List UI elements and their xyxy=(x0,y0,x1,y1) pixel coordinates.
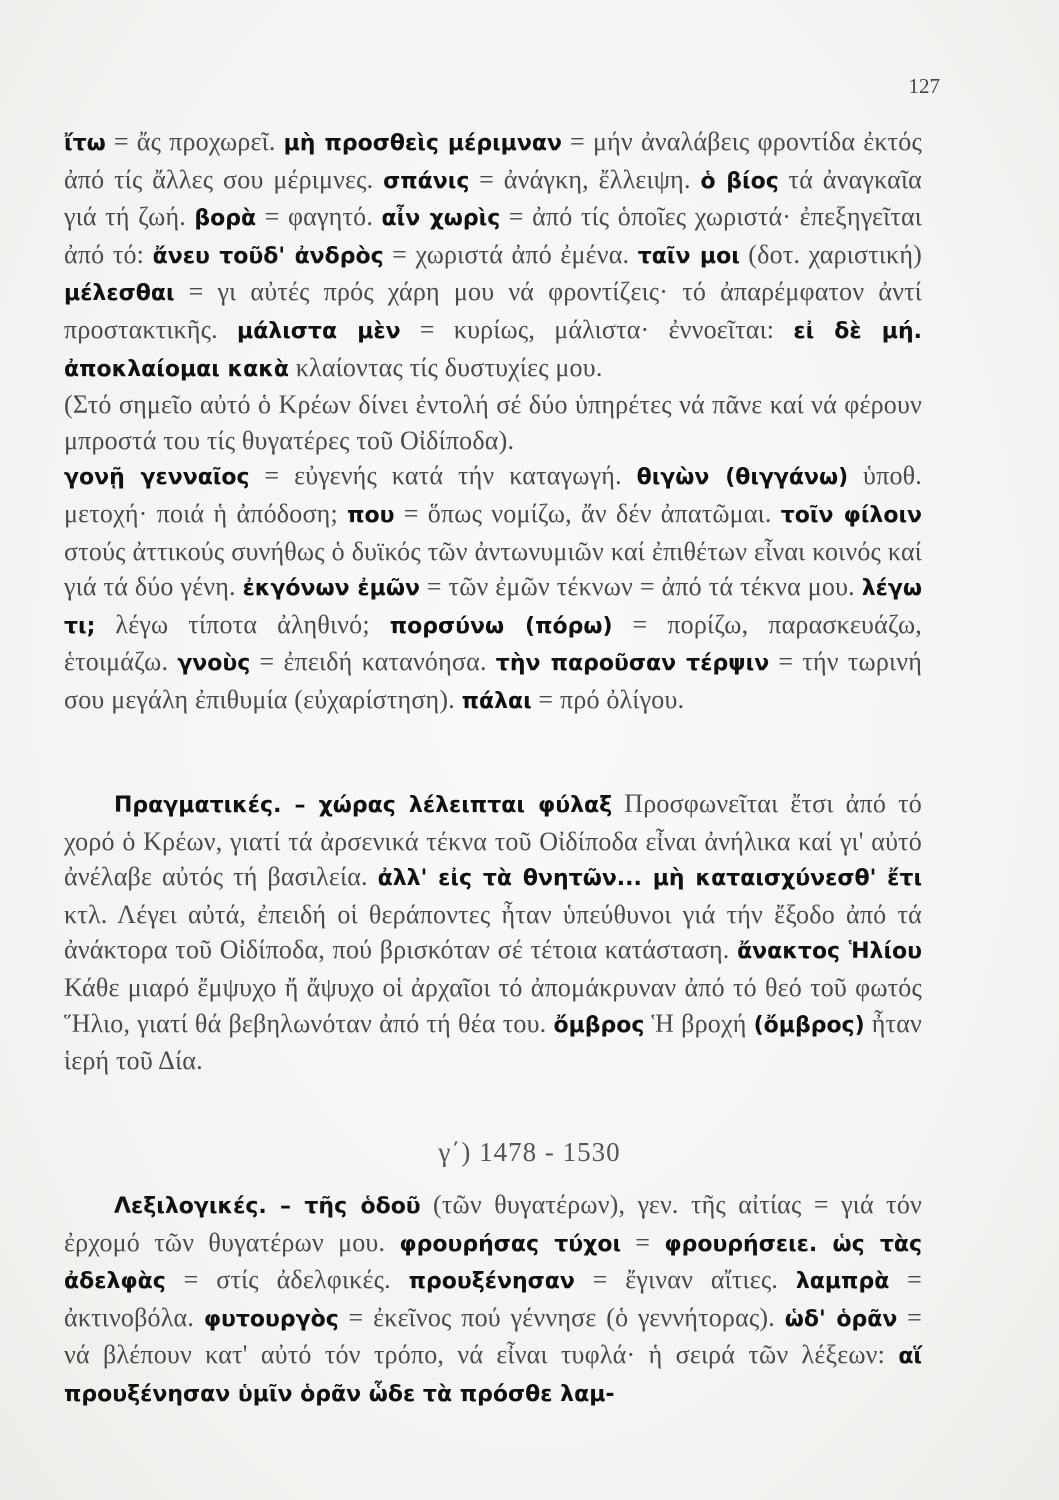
lemma: λέγω τι; xyxy=(64,576,922,639)
gloss-text: = ἄς προχωρεῖ. xyxy=(105,127,284,156)
lemma: προυξένησαν xyxy=(408,1269,575,1295)
lemma: μέλεσθαι xyxy=(64,281,175,307)
page-number: 127 xyxy=(908,74,940,98)
gloss-text: τά ἀναγκαῖα γιά τή ζωή. xyxy=(64,164,922,232)
lemma: φρουρήσειε. ὡς τὰς ἀδελφὰς xyxy=(64,1231,923,1295)
gloss-text: = ὅπως νομίζω, ἄν δέν ἀπατῶμαι. xyxy=(394,498,781,528)
lemma: ὁ βίος xyxy=(700,168,779,194)
gloss-text: = τήν τωρινή σου μεγάλη ἐπιθυμία (εὐχαρίστηση). xyxy=(64,647,922,714)
gloss-text: = xyxy=(621,1227,665,1257)
lemma: αἶν χωρὶς xyxy=(381,206,501,232)
lemma: ἐκγόνων ἐμῶν xyxy=(242,576,420,602)
section-heading: γ΄) 1478 - 1530 xyxy=(438,1137,621,1167)
gloss-text: = ἀκτινοβόλα. xyxy=(64,1265,922,1332)
gloss-text: = ἐπειδή κατανόησα. xyxy=(250,647,496,677)
lemma: θιγὼν (θιγγάνω) xyxy=(636,465,849,491)
gloss-text: = γι αὐτές πρός χάρη μου νά φροντίζεις· τό ἀπαρέμφατον ἀντί προστακτικῆς. xyxy=(64,277,922,344)
lemma: πορσύνω (πόρω) xyxy=(389,613,613,639)
lemma: πάλαι xyxy=(461,688,532,714)
gloss-text: = κυρίως, μάλιστα· ἐννοεῖται: xyxy=(400,314,794,344)
lemma: Πραγματικές. – χώρας λέλειπται φύλαξ xyxy=(114,793,613,818)
lemma: εἰ δὲ μή. ἀποκλαίομαι κακὰ xyxy=(64,318,922,382)
lemma: ἴτω xyxy=(64,131,106,156)
gloss-text: = εὐγενής κατά τήν καταγωγή. xyxy=(249,461,637,491)
gloss-text: = χωριστά ἀπό ἐμένα. xyxy=(383,239,638,269)
lemma: ἄνευ τοῦδ' ἀνδρὸς xyxy=(152,243,384,269)
lemma: γνοὺς xyxy=(177,651,251,677)
gloss-text: κτλ. Λέγει αὐτά, ἐπειδή οἱ θεράποντες ἦταν ὑπεύθυνοι γιά τήν ἔξοδο ἀπό τά ἀνάκτορα τοῦ Οἰδίποδα, πού βρισκόταν σέ τέτοια κατάσταση. xyxy=(64,899,922,965)
commentary-block-2 xyxy=(64,786,922,1079)
gloss-text: Κάθε μιαρό ἔμψυχο ἤ ἄψυχο οἱ ἀρχαῖοι τό ἀπομάκρυναν ἀπό τό θεό τοῦ φωτός Ἥλιο, γιατί θά βεβηλωνόταν ἀπό τή θέα του. xyxy=(64,972,922,1038)
commentary-block-1 xyxy=(64,124,922,720)
gloss-text: κλαίοντας τίς δυστυχίες μου. xyxy=(289,352,603,382)
gloss-text: ὑποθ. μετοχή· ποιά ἡ ἀπόδοση; xyxy=(64,461,922,528)
lemma: ὄμβρος xyxy=(553,1012,645,1038)
lemma: Λεξιλογικές. – τῆς ὁδοῦ xyxy=(114,1194,421,1219)
paragraph-glossary-2 xyxy=(64,458,922,719)
gloss-text: λέγω τίποτα ἀληθινό; xyxy=(95,609,390,639)
lemma: που xyxy=(347,502,395,528)
gloss-text: = μήν ἀναλάβεις φροντίδα ἐκτός ἀπό τίς ἄλλες σου μέριμνες. xyxy=(64,127,922,194)
lemma: μὴ προσθεὶς μέριμναν xyxy=(283,131,562,156)
lemma: βορὰ xyxy=(194,206,257,232)
paragraph-glossary-1 xyxy=(64,124,922,387)
lemma: ἄνακτος Ἡλίου xyxy=(737,939,922,965)
gloss-text: = ἐκεῖνος πού γέννησε (ὁ γεννήτορας). xyxy=(338,1302,785,1332)
lemma: γονῇ γενναῖος xyxy=(64,465,250,491)
gloss-text: Προσφωνεῖται ἔτσι ἀπό τό χορό ὁ Κρέων, γιατί τά ἀρσενικά τέκνα τοῦ Οἰδίποδα εἶναι ἀνήλικα καί γι' αὐτό ἀνέλαβε αὐτός τή βασιλεία. xyxy=(64,789,922,892)
gloss-text: = πρό ὀλίγου. xyxy=(531,684,685,714)
gloss-text: (τῶν θυγατέρων), γεν. τῆς αἰτίας = γιά τόν ἐρχομό τῶν θυγατέρων μου. xyxy=(64,1190,922,1257)
paragraph-realia xyxy=(64,786,922,1079)
lemma: τοῖν φίλοιν xyxy=(780,502,923,528)
lemma: ταῖν μοι xyxy=(637,243,740,269)
gloss-text: Ἡ βροχή xyxy=(644,1008,754,1038)
lemma: ὡδ' ὁρᾶν xyxy=(784,1306,898,1332)
commentary-block-3 xyxy=(64,1187,922,1413)
gloss-text: = φαγητό. xyxy=(256,202,382,232)
gloss-text: (Στό σημεῖο αὐτό ὁ Κρέων δίνει ἐντολή σέ δύο ὑπηρέτες νά πᾶνε καί νά φέρουν μπροστά του τίς θυγατέρες τοῦ Οἰδίποδα). xyxy=(64,390,922,455)
gloss-text: στούς ἀττικούς συνήθως ὁ δυϊκός τῶν ἀντωνυμιῶν καί ἐπιθέτων εἶναι κοινός καί γιά τά δύο γένη. xyxy=(64,536,922,602)
gloss-text: = τῶν ἐμῶν τέκνων = ἀπό τά τέκνα μου. xyxy=(419,572,862,602)
gloss-text: (δοτ. χαριστική) xyxy=(739,239,923,269)
gloss-text: = ἀπό τίς ὁποῖες χωριστά· ἐπεξηγεῖται ἀπό τό: xyxy=(64,202,922,269)
paragraph-lexical xyxy=(64,1187,922,1413)
gloss-text: = ἔγιναν αἴτιες. xyxy=(574,1265,796,1295)
lemma: σπάνις xyxy=(383,168,470,194)
lemma: λαμπρὰ xyxy=(795,1269,890,1295)
lemma: μάλιστα μὲν xyxy=(237,318,401,344)
paragraph-stage-note xyxy=(64,387,922,458)
gloss-text: = ἀνάγκη, ἔλλειψη. xyxy=(469,164,701,194)
gloss-text: = νά βλέπουν κατ' αὐτό τόν τρόπο, νά εἶναι τυφλά· ἡ σειρά τῶν λέξεων: xyxy=(64,1302,922,1370)
lemma: τὴν παροῦσαν τέρψιν xyxy=(495,651,770,677)
gloss-text: = στίς ἀδελφικές. xyxy=(165,1265,409,1295)
lemma: (ὄμβρος) xyxy=(753,1012,865,1038)
gloss-text: = πορίζω, παρασκευάζω, ἑτοιμάζω. xyxy=(64,609,922,677)
lemma: φυτουργὸς xyxy=(203,1306,339,1332)
lemma: φρουρήσας τύχοι xyxy=(399,1231,622,1257)
lemma: αἵ προυξένησαν ὑμῖν ὁρᾶν ὧδε τὰ πρόσθε λαμ- xyxy=(64,1344,922,1407)
lemma: ἀλλ' εἰς τὰ θνητῶν... μὴ καταισχύνεσθ' ἔτι xyxy=(377,866,923,892)
gloss-text: ἦταν ἱερή τοῦ Δία. xyxy=(64,1008,922,1076)
